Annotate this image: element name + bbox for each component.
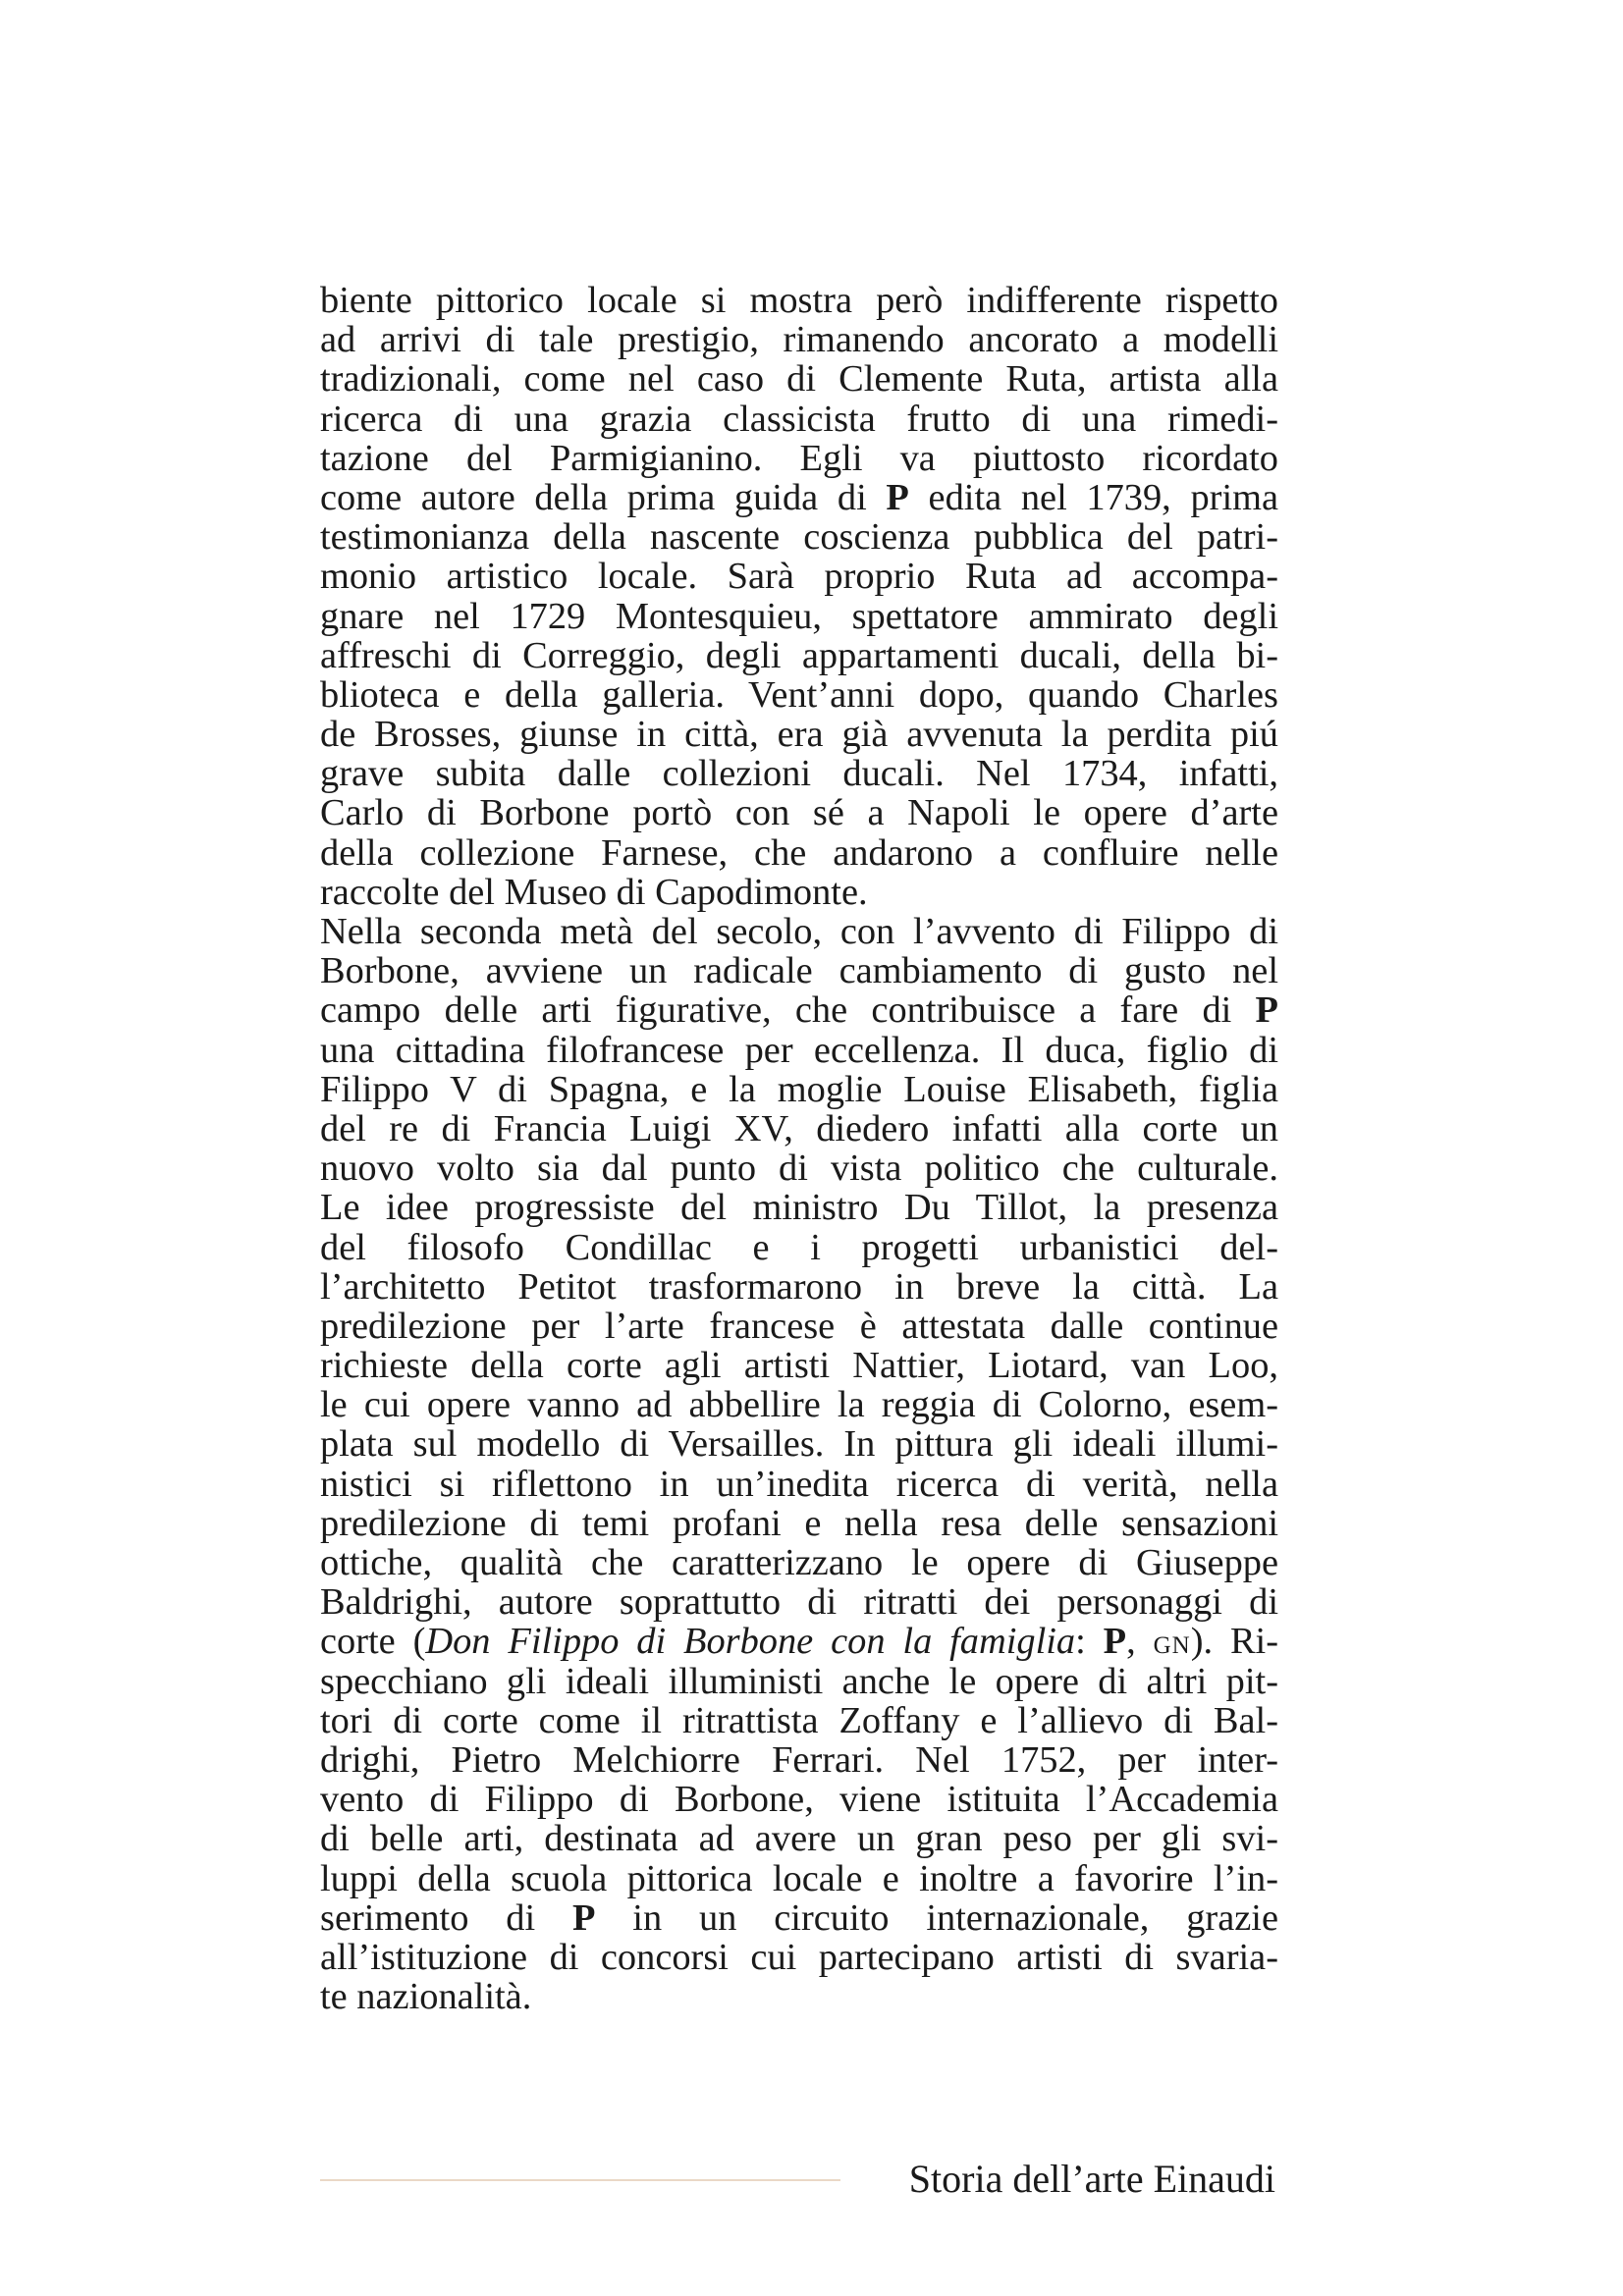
text-segment: , (1126, 1621, 1154, 1663)
text-line: affreschi di Correggio, degli appartamenti ducali, della bi- (320, 634, 1278, 676)
text-line: tori di corte come il ritrattista Zoffany e l’allievo di Bal- (320, 1699, 1278, 1741)
text-line: del filosofo Condillac e i progetti urbanistici del- (320, 1226, 1278, 1268)
text-line: del re di Francia Luigi XV, diedero infatti alla corte un (320, 1107, 1278, 1149)
text-line: della collezione Farnese, che andarono a confluire nelle (320, 831, 1278, 874)
footer-rule (320, 2179, 840, 2181)
text-line: nistici si riflettono in un’inedita ricerca di verità, nella (320, 1463, 1278, 1505)
text-line: vento di Filippo di Borbone, viene istituita l’Accademia (320, 1779, 1278, 1821)
text-segment: campo delle arti figurative, che contribuisce a fare di (320, 989, 1256, 1032)
text-line (320, 478, 1278, 517)
text-line: ricerca di una grazia classicista frutto di una rimedi- (320, 398, 1278, 440)
text-line: specchiano gli ideali illuministi anche le opere di altri pit- (320, 1660, 1278, 1702)
text-line: testimonianza della nascente coscienza pubblica del patri- (320, 516, 1278, 559)
text-line: all’istituzione di concorsi cui partecipano artisti di svaria- (320, 1936, 1278, 1978)
text-line: di belle arti, destinata ad avere un gran peso per gli svi- (320, 1818, 1278, 1860)
footer-title: Storia dell’arte Einaudi (908, 2157, 1275, 2201)
text-segment: : (1075, 1621, 1104, 1663)
text-line: una cittadina filofrancese per eccellenza. Il duca, figlio di (320, 1029, 1278, 1071)
museum-abbreviation: gn (1153, 1623, 1191, 1662)
text-line: le cui opere vanno ad abbellire la reggia di Colorno, esem- (320, 1384, 1278, 1426)
artwork-title: Don Filippo di Borbone con la famiglia (425, 1621, 1076, 1663)
text-line: Nella seconda metà del secolo, con l’avvento di Filippo di (320, 911, 1278, 952)
text-line: ad arrivi di tale prestigio, rimanendo ancorato a modelli (320, 319, 1278, 361)
text-line: predilezione di temi profani e nella resa delle sensazioni (320, 1502, 1278, 1544)
city-abbreviation: P (1103, 1621, 1127, 1663)
text-line: Filippo V di Spagna, e la moglie Louise Elisabeth, figlia (320, 1068, 1278, 1110)
text-line (320, 990, 1278, 1030)
text-segment: in un circuito internazionale, grazie (595, 1896, 1278, 1939)
text-segment: ). Ri- (1190, 1621, 1278, 1663)
text-line: te nazionalità. (320, 1976, 532, 2018)
text-segment: edita nel 1739, prima (908, 476, 1279, 518)
text-segment: serimento di (320, 1896, 572, 1939)
text-line: monio artistico locale. Sarà proprio Ruta ad accompa- (320, 556, 1278, 598)
text-line: tazione del Parmigianino. Egli va piuttosto ricordato (320, 437, 1278, 479)
text-line: blioteca e della galleria. Vent’anni dopo, quando Charles (320, 673, 1278, 716)
city-abbreviation: P (886, 476, 909, 518)
text-line: ottiche, qualità che caratterizzano le opere di Giuseppe (320, 1542, 1278, 1583)
text-line: de Brosses, giunse in città, era già avvenuta la perdita piú (320, 714, 1278, 756)
text-line (320, 1622, 1278, 1661)
body-text (320, 281, 1278, 2016)
text-line: drighi, Pietro Melchiorre Ferrari. Nel 1752, per inter- (320, 1738, 1278, 1781)
text-line: tradizionali, come nel caso di Clemente Ruta, artista alla (320, 358, 1278, 400)
city-abbreviation: P (571, 1896, 596, 1939)
text-line: richieste della corte agli artisti Nattier, Liotard, van Loo, (320, 1345, 1278, 1387)
text-line: luppi della scuola pittorica locale e inoltre a favorire l’in- (320, 1857, 1278, 1899)
text-segment: corte ( (320, 1621, 426, 1663)
text-line: Le idee progressiste del ministro Du Tillot, la presenza (320, 1187, 1278, 1229)
text-line: Borbone, avviene un radicale cambiamento di gusto nel (320, 950, 1278, 992)
city-abbreviation: P (1255, 989, 1278, 1032)
text-line: l’architetto Petitot trasformarono in breve la città. La (320, 1265, 1278, 1308)
text-line: raccolte del Museo di Capodimonte. (320, 871, 868, 913)
text-segment: come autore della prima guida di (320, 476, 887, 518)
text-line (320, 1898, 1278, 1938)
text-line: plata sul modello di Versailles. In pittura gli ideali illumi- (320, 1423, 1278, 1466)
text-line: Baldrighi, autore soprattutto di ritratti dei personaggi di (320, 1581, 1278, 1624)
text-line: predilezione per l’arte francese è attestata dalle continue (320, 1305, 1278, 1347)
paragraph (320, 281, 1278, 912)
text-line: biente pittorico locale si mostra però indifferente rispetto (320, 280, 1278, 321)
text-line: Carlo di Borbone portò con sé a Napoli le opere d’arte (320, 792, 1278, 834)
text-line: gnare nel 1729 Montesquieu, spettatore ammirato degli (320, 595, 1278, 637)
paragraph (320, 912, 1278, 2016)
text-line: grave subita dalle collezioni ducali. Nel 1734, infatti, (320, 753, 1278, 795)
text-line: nuovo volto sia dal punto di vista politico che culturale. (320, 1148, 1278, 1190)
